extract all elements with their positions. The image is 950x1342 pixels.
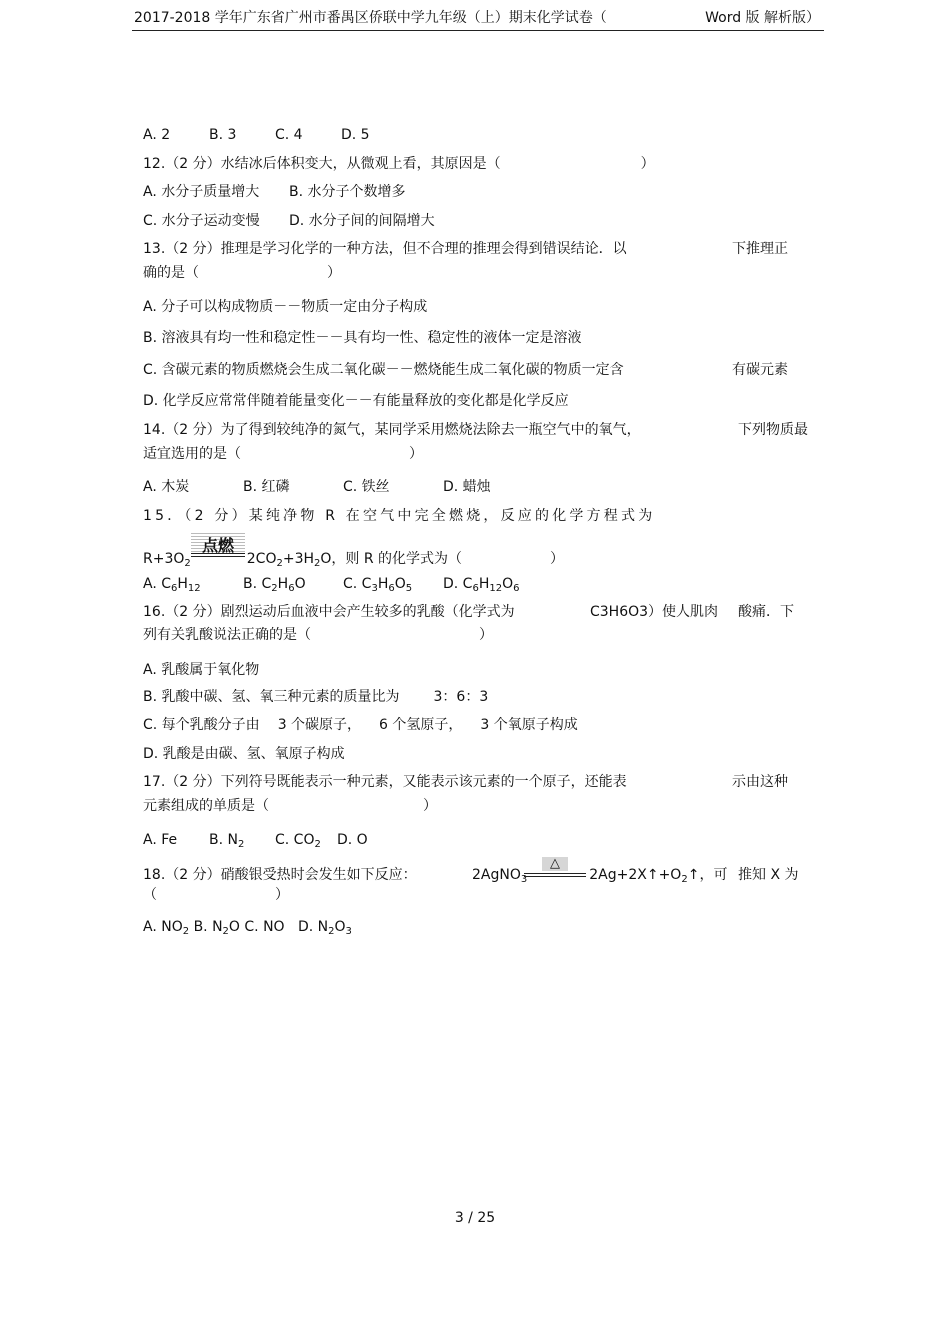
q18-equation: 2AgNO$_3$ $2Ag+2X↑+O_2↑$，可 (472, 867, 728, 885)
q17-option-a: A. Fe (143, 832, 178, 848)
q13-option-b: B. 溶液具有均一性和稳定性－－具有均一性、稳定性的液体一定是溶液 (143, 330, 582, 346)
page-header (132, 6, 824, 31)
q18-option-a: A. $NO_2$ (143, 919, 190, 937)
q14-option-d: D. 蜡烛 (443, 479, 491, 495)
q15-option-a: A. $C_6H_{12}$ (143, 576, 201, 594)
q15-option-b: B. $C_2H_6O$ (243, 576, 306, 594)
header-title-suffix: Word 版 解析版） (705, 10, 820, 26)
q16-stem-line1: 16.（2 分）剧烈运动后血液中会产生较多的乳酸（化学式为 (143, 604, 515, 620)
q14-option-b: B. 红磷 (243, 479, 290, 495)
q12-option-a: A. 水分子质量增大 (143, 184, 260, 200)
q12-options-row1 (143, 183, 406, 201)
q18-heating-condition (524, 857, 586, 881)
q14-options (143, 478, 491, 496)
q18-options (143, 918, 352, 936)
q13-stem-line2: 确的是（ ） (143, 265, 341, 281)
q17-option-b: B. $N_2$ (209, 832, 245, 850)
q16-stem-line1-mid: C3H6O3）使人肌肉 (590, 604, 719, 620)
q15-options (143, 575, 520, 593)
q16-stem-line2: 列有关乳酸说法正确的是（ ） (143, 627, 493, 643)
q11-option-d: D. 5 (341, 127, 370, 143)
q11-option-b: B. 3 (209, 127, 237, 143)
q13-option-d: D. 化学反应常常伴随着能量变化－－有能量释放的变化都是化学反应 (143, 393, 569, 409)
q17-stem-line1: 17.（2 分）下列符号既能表示一种元素，又能表示该元素的一个原子，还能表 (143, 774, 627, 790)
q16-option-d: D. 乳酸是由碳、氢、氧原子构成 (143, 746, 345, 762)
q11-options (143, 126, 370, 144)
q16-stem-line1-tail: 酸痛．下 (738, 604, 794, 620)
q14-stem-line1: 14.（2 分）为了得到较纯净的氮气，某同学采用燃烧法除去一瓶空气中的氧气， (143, 422, 641, 438)
q12-option-d: D. 水分子间的间隔增大 (289, 213, 435, 229)
q18-stem-line2: （ ） (143, 887, 289, 903)
q13-option-a: A. 分子可以构成物质－－物质一定由分子构成 (143, 299, 428, 315)
q14-option-a: A. 木炭 (143, 479, 190, 495)
q15-condition-label: 点燃 (191, 533, 245, 552)
q17-option-c: C. $CO_2$ (275, 832, 321, 850)
q17-stem-line1-tail: 示由这种 (732, 774, 788, 790)
q11-option-c: C. 4 (275, 127, 303, 143)
q12-option-c: C. 水分子运动变慢 (143, 213, 260, 229)
q15-option-d: D. $C_6H_{12}O_6$ (443, 576, 520, 594)
q13-stem-line1-tail: 下推理正 (732, 241, 788, 257)
q18-stem-line1-tail: 推知 X 为 (738, 867, 799, 883)
q13-option-c-tail: 有碳元素 (732, 362, 788, 378)
q13-option-c: C. 含碳元素的物质燃烧会生成二氧化碳－－燃烧能生成二氧化碳的物质一定含 (143, 362, 624, 378)
q17-stem-line2: 元素组成的单质是（ ） (143, 798, 437, 814)
q12-stem: 12.（2 分）水结冰后体积变大，从微观上看，其原因是（ ） (143, 156, 655, 172)
q13-stem-line1: 13.（2 分）推理是学习化学的一种方法，但不合理的推理会得到错误结论．以 (143, 241, 627, 257)
q16-option-c: C. 每个乳酸分子由 3 个碳原子， 6 个氢原子， 3 个氧原子构成 (143, 717, 578, 733)
q18-stem-line1: 18.（2 分）硝酸银受热时会发生如下反应： (143, 867, 417, 883)
q14-stem-line2: 适宜选用的是（ ） (143, 446, 423, 462)
q18-option-d: D. $N_2O_3$ (297, 919, 352, 937)
q15-equation: $R+3O_2$ $2CO_2+3H_2O$，则 R 的化学式为（ ） (143, 551, 565, 569)
header-title: 2017-2018 学年广东省广州市番禺区侨联中学九年级（上）期末化学试卷（ (134, 10, 607, 26)
q14-stem-line1-tail: 下列物质最 (738, 422, 808, 438)
q12-option-b: B. 水分子个数增多 (289, 184, 406, 200)
q17-options (143, 831, 368, 849)
q18-condition-label: △ (542, 857, 568, 871)
q11-option-a: A. 2 (143, 127, 171, 143)
q12-options-row2 (143, 212, 435, 230)
q16-option-a: A. 乳酸属于氧化物 (143, 662, 260, 678)
q16-option-b: B. 乳酸中碳、氢、氧三种元素的质量比为 3：6：3 (143, 689, 489, 705)
q15-stem: 15．（2 分）某纯净物 R 在空气中完全燃烧，反应的化学方程式为 (143, 508, 656, 524)
q15-option-c: C. $C_3H_6O_5$ (343, 576, 413, 594)
q17-option-d: D. O (337, 832, 368, 848)
q18-option-c: C. NO (244, 919, 285, 935)
q18-option-b: B. $N_2O$ (193, 919, 240, 937)
q14-option-c: C. 铁丝 (343, 479, 390, 495)
page-number: 3 / 25 (454, 1210, 496, 1226)
